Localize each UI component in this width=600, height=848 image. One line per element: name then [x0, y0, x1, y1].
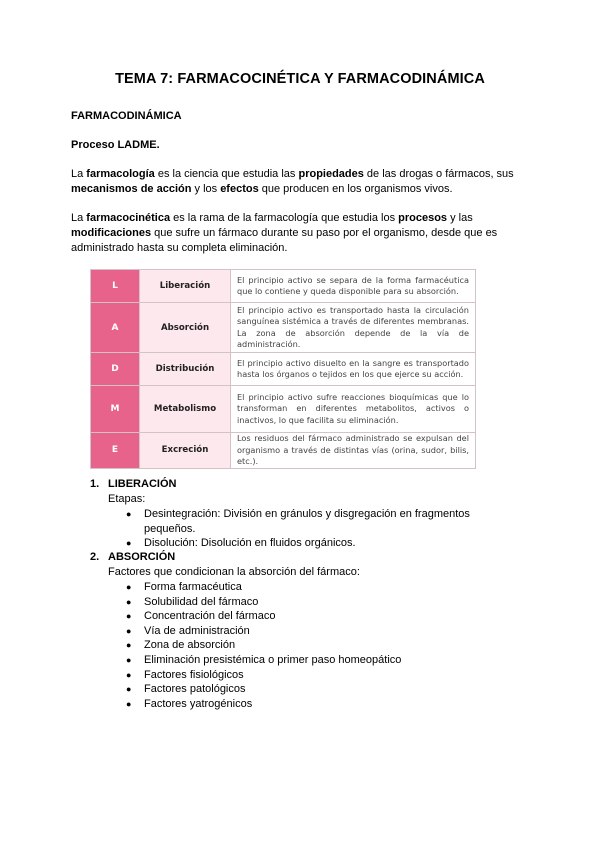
bullet-icon: ● [126, 582, 132, 592]
ladme-letter: D [91, 353, 140, 386]
text-run: de las drogas o fármacos, sus [363, 168, 514, 180]
ladme-table [90, 269, 476, 469]
table-row [91, 270, 476, 303]
section-intro: Etapas: [108, 493, 146, 505]
ladme-description: El principio activo se separa de la forma farmacéutica que lo contiene y queda disponible para su absorción. [231, 270, 476, 303]
bullet-list [126, 580, 486, 711]
text-run: es la rama de la farmacología que estudia los [170, 212, 399, 224]
text-run: y los [191, 183, 221, 195]
bullet-icon: ● [126, 611, 132, 622]
list-item-text: Factores patológicos [144, 683, 246, 696]
ladme-letter: E [91, 433, 140, 469]
ladme-letter: A [91, 303, 140, 353]
table-row [91, 353, 476, 386]
page-title: TEMA 7: FARMACOCINÉTICA Y FARMACODINÁMICA [115, 71, 485, 87]
sub-heading: Proceso LADME. [71, 139, 160, 151]
bullet-icon: ● [126, 625, 132, 636]
bullet-icon: ● [126, 596, 132, 607]
list-item-text: Vía de administración [144, 624, 250, 637]
text-run: La [71, 212, 87, 224]
bullet-icon: ● [126, 640, 132, 651]
bullet-list [126, 507, 486, 551]
list-item-text: Eliminación presistémica o primer paso homeopático [144, 653, 402, 666]
ladme-description: El principio activo es transportado hasta la circulación sanguínea sistémica a través de diferentes membranas. La zona de absorción depende de la vía de administración. [231, 303, 476, 353]
section-title: ABSORCIÓN [108, 551, 176, 563]
list-item [126, 507, 486, 536]
list-item-text: Solubilidad del fármaco [144, 595, 259, 608]
section-heading: FARMACODINÁMICA [71, 110, 182, 122]
section-intro: Factores que condicionan la absorción del fármaco: [108, 566, 360, 578]
ladme-stage: Liberación [140, 270, 231, 303]
text-run: es la ciencia que estudia las [154, 168, 299, 180]
list-item-text: Forma farmacéutica [144, 581, 242, 593]
list-item [126, 609, 486, 624]
bold-term: farmacocinética [86, 212, 171, 224]
list-item-text: Zona de absorción [144, 639, 236, 652]
text-run: que producen en los organismos vivos. [258, 183, 453, 195]
ladme-stage: Excreción [140, 433, 231, 469]
bullet-icon: ● [126, 669, 132, 680]
bullet-icon: ● [126, 654, 132, 665]
list-item [126, 595, 486, 610]
paragraph-farmacocinetica [71, 211, 531, 256]
list-item [126, 536, 486, 551]
list-item [126, 638, 486, 653]
list-item-text: Factores yatrogénicos [144, 697, 253, 710]
text-run: que sufre un fármaco durante su paso por el organismo, desde que es administrado hasta su completa eliminación. [71, 227, 498, 254]
bold-term: mecanismos de acción [71, 183, 192, 195]
section-number: 2. [90, 551, 100, 563]
paragraph-farmacologia [71, 167, 531, 197]
list-item [126, 668, 486, 683]
ladme-description: El principio activo disuelto en la sangre es transportado hasta los órganos o tejidos en los que ejerce su acción. [231, 353, 476, 386]
bullet-icon: ● [126, 684, 132, 695]
list-item [126, 580, 486, 595]
table-row [91, 303, 476, 353]
list-item-text: Disolución: Disolución en fluidos orgánicos. [144, 537, 356, 550]
table-row [91, 386, 476, 433]
ladme-stage: Distribución [140, 353, 231, 386]
section-title: LIBERACIÓN [108, 478, 177, 490]
list-item-text: Concentración del fármaco [144, 610, 276, 623]
bold-term: modificaciones [71, 227, 152, 239]
section-number: 1. [90, 478, 100, 490]
ladme-letter: L [91, 270, 140, 303]
bold-term: efectos [220, 183, 259, 195]
bullet-icon: ● [126, 698, 132, 709]
bullet-icon: ● [126, 538, 132, 549]
list-item [126, 697, 486, 712]
table-row [91, 433, 476, 469]
ladme-description: Los residuos del fármaco administrado se expulsan del organismo a través de distintas vías (orina, sudor, bilis, etc.). [231, 433, 476, 469]
list-item [126, 653, 486, 668]
text-run: La [71, 168, 87, 180]
list-item [126, 682, 486, 697]
bold-term: farmacología [86, 168, 155, 180]
ladme-stage: Absorción [140, 303, 231, 353]
text-run: y las [447, 212, 473, 224]
ladme-stage: Metabolismo [140, 386, 231, 433]
bullet-icon: ● [126, 509, 132, 519]
ladme-letter: M [91, 386, 140, 433]
bold-term: procesos [398, 212, 448, 224]
list-item [126, 624, 486, 639]
bold-term: propiedades [298, 168, 364, 180]
ladme-description: El principio activo sufre reacciones bioquímicas que lo transforman en diferentes metabolitos, activos o inactivos, lo que facilita su eliminación. [231, 386, 476, 433]
list-item-text: Desintegración: División en gránulos y disgregación en fragmentos pequeños. [144, 508, 470, 535]
list-item-text: Factores fisiológicos [144, 668, 244, 681]
